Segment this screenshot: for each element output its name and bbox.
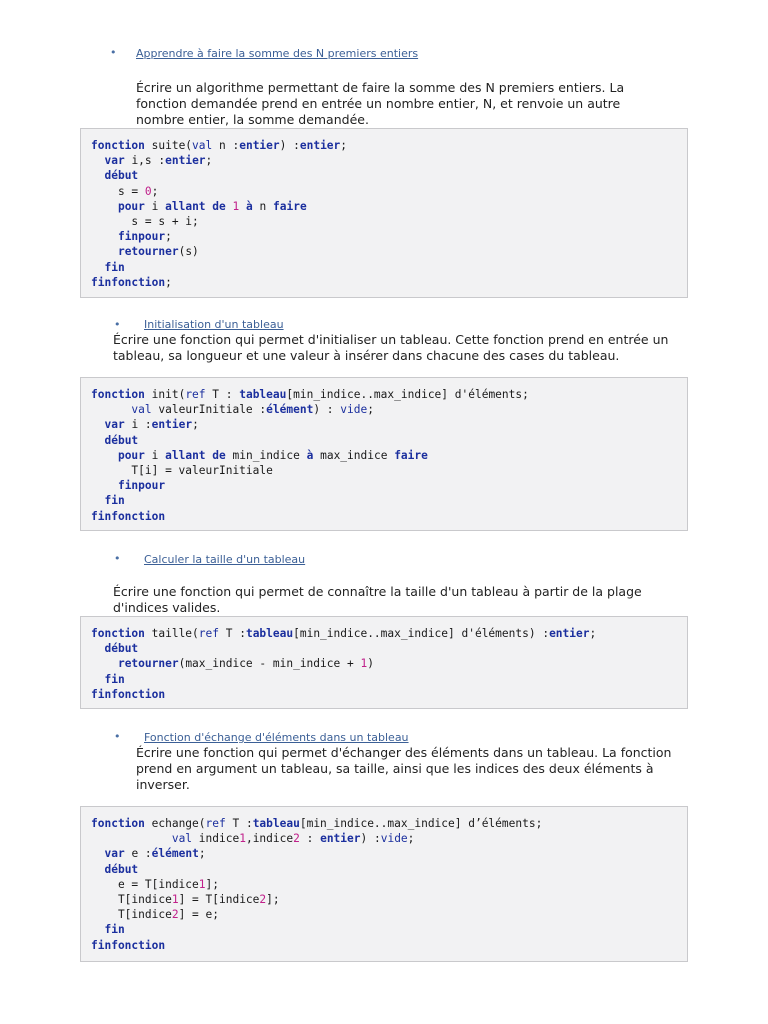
- code-line: T[indice2] = e;: [91, 908, 219, 922]
- code-line: fonction suite(val n :entier) :entier;: [91, 139, 348, 152]
- code-line: début: [104, 433, 139, 447]
- code-line: fin: [104, 494, 125, 508]
- code-line: val indice1,indice2 : entier) :vide;: [171, 832, 415, 846]
- code-line: retourner(s): [117, 245, 199, 259]
- code-block: [80, 128, 688, 298]
- section-link-initialisation[interactable]: Initialisation d'un tableau: [144, 318, 284, 331]
- code-block: [80, 616, 688, 709]
- code-line: fin: [104, 672, 125, 686]
- code-line: var i,s :entier;: [104, 154, 213, 168]
- code-line: finfonction: [91, 687, 166, 701]
- code-line: finpour: [117, 479, 166, 493]
- section-link-echange[interactable]: Fonction d'échange d'éléments dans un tableau: [144, 731, 409, 744]
- bullet-icon: •: [110, 46, 117, 59]
- bullet-icon: •: [114, 318, 121, 331]
- code-line: fonction echange(ref T :tableau[min_indice..max_indice] d’éléments;: [91, 817, 543, 830]
- code-line: finfonction: [91, 938, 166, 952]
- code-line: finfonction;: [91, 275, 172, 289]
- code-line: fin: [104, 260, 125, 274]
- code-line: var e :élément;: [104, 847, 206, 861]
- code-line: fonction taille(ref T :tableau[min_indice..max_indice] d'éléments) :entier;: [91, 627, 597, 640]
- section-paragraph: Écrire une fonction qui permet d'échanger des éléments dans un tableau. La fonction prend en argument un tableau, sa taille, ainsi que les indices des deux éléments à inverser.: [136, 745, 672, 792]
- code-line: var i :entier;: [104, 418, 199, 432]
- code-line: début: [104, 862, 139, 876]
- section-paragraph: Écrire un algorithme permettant de faire la somme des N premiers entiers. La fonction demandée prend en entrée un nombre entier, N, et renvoie un autre nombre entier, la somme demandée.: [136, 80, 625, 127]
- code-line: s = 0;: [91, 184, 159, 198]
- bullet-icon: •: [114, 552, 121, 565]
- code-block: [80, 806, 688, 962]
- code-line: e = T[indice1];: [91, 877, 220, 891]
- code-line: finfonction: [91, 509, 166, 523]
- bullet-icon: •: [114, 730, 121, 743]
- code-block: [80, 377, 688, 531]
- code-line: pour i allant de 1 à n faire: [117, 199, 307, 213]
- code-line: val valeurInitiale :élément) : vide;: [131, 403, 374, 417]
- code-line: T[i] = valeurInitiale: [91, 463, 273, 477]
- code-line: fonction init(ref T : tableau[min_indice..max_indice] d'éléments;: [91, 388, 529, 401]
- code-line: retourner(max_indice - min_indice + 1): [117, 657, 374, 671]
- code-line: pour i allant de min_indice à max_indice faire: [117, 448, 428, 462]
- section-paragraph: Écrire une fonction qui permet de connaître la taille d'un tableau à partir de la plage d'indices valides.: [113, 584, 642, 615]
- section-link-taille[interactable]: Calculer la taille d'un tableau: [144, 553, 306, 566]
- code-line: début: [104, 169, 139, 183]
- code-line: finpour;: [117, 230, 172, 244]
- code-line: T[indice1] = T[indice2];: [91, 892, 280, 906]
- code-line: fin: [104, 923, 125, 937]
- section-paragraph: Écrire une fonction qui permet d'initialiser un tableau. Cette fonction prend en entrée un tableau, sa longueur et une valeur à insérer dans chacune des cases du tableau.: [113, 332, 669, 363]
- section-link-somme[interactable]: Apprendre à faire la somme des N premiers entiers: [136, 47, 419, 60]
- code-line: début: [104, 642, 139, 656]
- code-line: s = s + i;: [91, 214, 199, 228]
